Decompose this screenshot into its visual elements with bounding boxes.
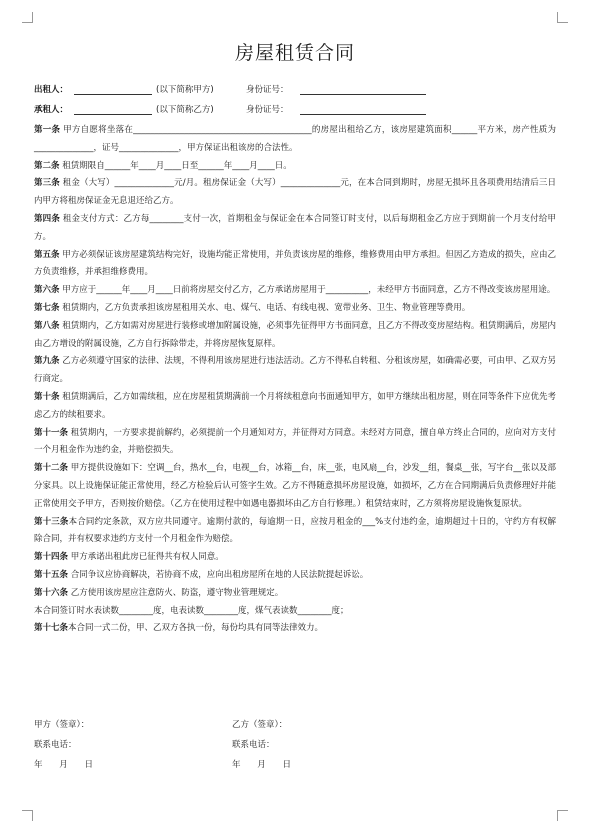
- clause-number: 第八条: [34, 320, 60, 331]
- clause-9: [34, 353, 556, 389]
- clause-number: 第十七条: [34, 623, 69, 634]
- clause-number: 第十六条: [34, 587, 69, 598]
- crop-mark-bottom-right: [557, 810, 568, 821]
- clause-6: [34, 282, 556, 300]
- clause-number: 第十五条: [34, 569, 69, 580]
- clause-number: 第十一条: [34, 427, 69, 438]
- clause-text: 租赁期内，乙方负责承担该房屋租用关水、电、煤气、电话、有线电视、宽带业务、卫生、物业管理等费用。: [59, 302, 471, 313]
- clause-text: 乙方使用该房屋应注意防火、防盗，遵守物业管理规定。: [68, 587, 284, 598]
- party-b-day: 日: [282, 760, 291, 770]
- party-a-sign-label: 甲方（签章）：: [34, 720, 90, 730]
- clause-text: 本合同约定条款，双方应共同遵守。逾期付款的，每逾期一日，应按月租金的___%支付违约金，逾期超过十日的，守约方有权解除合同，并有权要求违约方支付一个月租金作为赔偿。: [34, 516, 556, 545]
- clause-number: 第十二条: [34, 463, 69, 474]
- party-b-date: [232, 758, 305, 778]
- lessee-id-blank[interactable]: [300, 105, 426, 115]
- party-b-year: 年: [232, 760, 241, 770]
- clause-text: 甲方自愿将坐落在__________________________________________的房屋出租给乙方，该房屋建筑面积______平方米，房产性质为______________，证号______________，甲方保证出租该房的合法性。: [34, 125, 556, 153]
- clause-1: [34, 122, 556, 158]
- lessee-line: [34, 100, 556, 120]
- party-b-phone-label: 联系电话：: [232, 740, 275, 750]
- lessor-alias: (以下简称甲方): [156, 85, 214, 95]
- clause-text: 甲方必须保证该房屋建筑结构完好，设施均能正常使用，并负责该房屋的维修，维修费用由甲方承担。但因乙方造成的损失，应由乙方负责维修，并承担维修费用。: [34, 249, 556, 278]
- clause-text: 租赁期限自______年____月____日至______年____月____日。: [59, 160, 292, 171]
- clause-15: [34, 567, 556, 585]
- clause-text: 租赁期内，一方要求提前解约，必须提前一个月通知对方，并征得对方同意。未经对方同意，擅自单方终止合同的，应向对方支付一个月租金作为违约金，并赔偿损失。: [34, 427, 556, 456]
- clause-18: [34, 620, 556, 638]
- clause-2: [34, 158, 556, 176]
- clause-text: 租金支付方式：乙方每________支付一次，首期租金与保证金在本合同签订时支付，以后每期租金乙方应于到期前一个月支付给甲方。: [34, 213, 556, 242]
- party-a-date: [34, 758, 107, 778]
- clause-number: 第十条: [34, 391, 60, 402]
- clause-16: [34, 585, 556, 603]
- clause-5: [34, 247, 556, 283]
- clause-number: 第三条: [34, 178, 60, 189]
- lessee-id-label: 身份证号：: [246, 105, 289, 115]
- crop-mark-top-right: [557, 12, 568, 23]
- clause-text: 甲方应于______年____月____日前将房屋交付乙方，乙方承诺房屋用于__________，未经甲方书面同意，乙方不得改变该房屋用途。: [59, 285, 556, 296]
- party-b-month: 月: [257, 760, 266, 770]
- party-a-signature: [34, 718, 107, 778]
- clause-list: [34, 122, 556, 638]
- clause-text: 合同争议应协商解决，若协商不成，应向出租房屋所在地的人民法院提起诉讼。: [68, 569, 369, 580]
- clause-number: 第九条: [34, 356, 60, 367]
- clause-number: 第十四条: [34, 552, 69, 563]
- clause-17: [34, 603, 556, 621]
- party-a-year: 年: [34, 760, 43, 770]
- party-a-month: 月: [59, 760, 68, 770]
- lessor-id-label: 身份证号：: [246, 85, 289, 95]
- party-a-day: 日: [84, 760, 93, 770]
- party-b-signature: [232, 718, 305, 778]
- clause-text: 租赁期内，乙方如需对房屋进行装修或增加附属设施，必须事先征得甲方书面同意，且乙方不得改变房屋结构。租赁期满后，房屋内由乙方增设的附属设施，乙方自行拆除带走，并将房屋恢复原样。: [34, 320, 556, 349]
- crop-mark-bottom-left: [22, 810, 33, 821]
- clause-3: [34, 175, 556, 211]
- clause-12: [34, 460, 556, 513]
- clause-10: [34, 389, 556, 425]
- clause-text: 本合同签订时水表读数________度，电表读数________度，煤气表读数________度；: [34, 605, 349, 616]
- clause-number: 第二条: [34, 160, 60, 171]
- clause-text: 甲方提供设施如下：空调__台，热水__台，电视__台，冰箱__台，床__张，电风扇__台，沙发__组，餐桌__张，写字台__张以及部分家具。以上设施保证能正常使用，经乙方检验后认可签字生效。乙方不得随意损坏房屋设施，如损坏，乙方在合同期满后负责修理好并能正常使用交予甲方，否则按价赔偿。（乙方在使用过程中如遇电器损坏由乙方自行修理。）租赁结束时，乙方须将房屋设施恢复原状。: [34, 463, 556, 509]
- clause-4: [34, 211, 556, 247]
- clause-text: 本合同一式二份，甲、乙双方各执一份，每份均具有同等法律效力。: [68, 623, 324, 634]
- contract-document: [34, 38, 556, 638]
- clause-number: 第五条: [34, 249, 60, 260]
- clause-text: 租赁期满后，乙方如需续租，应在房屋租赁期满前一个月将续租意向书面通知甲方，如甲方继续出租房屋，则在同等条件下应优先考虑乙方的续租要求。: [34, 391, 556, 420]
- lessor-line: [34, 80, 556, 100]
- lessee-name-blank[interactable]: [74, 105, 152, 115]
- clause-number: 第四条: [34, 213, 60, 224]
- lessee-alias: (以下简称乙方): [156, 105, 214, 115]
- lessor-id-blank[interactable]: [300, 85, 426, 95]
- clause-8: [34, 318, 556, 354]
- lessor-name-blank[interactable]: [74, 85, 152, 95]
- clause-number: 第七条: [34, 302, 60, 313]
- lessee-label: 承租人：: [34, 105, 69, 115]
- clause-text: 乙方必须遵守国家的法律、法规，不得利用该房屋进行违法活动。乙方不得私自转租、分租该房屋，如确需必要，可由甲、乙双方另行商定。: [34, 356, 556, 385]
- clause-11: [34, 425, 556, 461]
- clause-number: 第六条: [34, 285, 60, 296]
- document-title: 房屋租赁合同: [234, 42, 355, 64]
- clause-13: [34, 514, 556, 550]
- clause-7: [34, 300, 556, 318]
- party-b-sign-label: 乙方（签章）：: [232, 720, 288, 730]
- clause-number: 第一条: [34, 125, 61, 135]
- clause-text: 租金（大写）______________元/月。租房保证金（大写）______________元，在本合同到期时，房屋无损坏且各项费用结清后三日内甲方将租房保证金无息退还给乙方。: [34, 178, 556, 207]
- lessor-label: 出租人：: [34, 85, 69, 95]
- clause-text: 甲方承诺出租此房已征得共有权人同意。: [68, 552, 224, 563]
- party-a-phone-label: 联系电话：: [34, 740, 77, 750]
- clause-14: [34, 549, 556, 567]
- crop-mark-top-left: [22, 12, 33, 23]
- clause-number: 第十三条: [34, 516, 69, 527]
